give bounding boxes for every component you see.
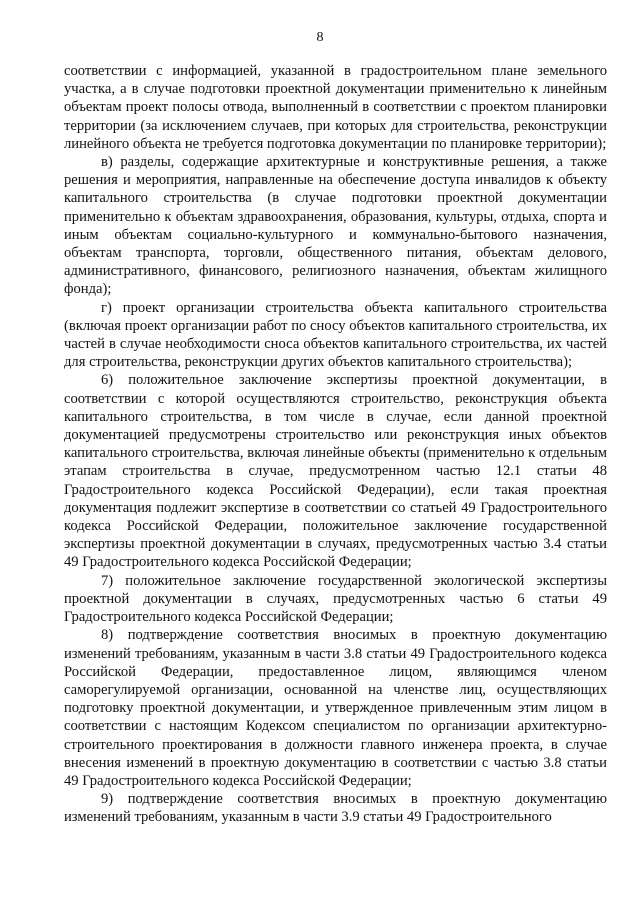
paragraph-item-g: г) проект организации строительства объекта капитального строительства (включая проект организации работ по сносу объектов капитального строительства, их частей в случае необходимости сноса объектов капитального строительства, их частей для строительства, реконструкции других объектов капитального строительства); [64,299,607,371]
paragraph-item-6: 6) положительное заключение экспертизы проектной документации, в соответствии с которой осуществляются строительство, реконструкция объекта капитального строительства, в том числе в случае, если данной проектной документацией предусмотрены строительство или реконструкция иных объектов капитального строительства, включая линейные объекты (применительно к отдельным этапам строительства в случае, предусмотренном частью 12.1 статьи 48 Градостроительного кодекса Российской Федерации), если такая проектная документация подлежит экспертизе в соответствии со статьей 49 Градостроительного кодекса Российской Федерации, положительное заключение государственной экспертизы проектной документации в случаях, предусмотренных частью 3.4 статьи 49 Градостроительного кодекса Российской Федерации; [64,372,607,571]
paragraph-item-9: 9) подтверждение соответствия вносимых в проектную документацию изменений требованиям, указанным в части 3.9 статьи 49 Градостроительного [64,791,607,826]
document-body [64,62,607,827]
paragraph-continuation: соответствии с информацией, указанной в градостроительном плане земельного участка, а в случае подготовки проектной документации применительно к линейным объектам проект полосы отвода, выполненный в соответствии с проектом планировки территории (за исключением случаев, при которых для строительства, реконструкции линейного объекта не требуется подготовка документации по планировке территории); [64,63,607,152]
paragraph-item-8: 8) подтверждение соответствия вносимых в проектную документацию изменений требованиям, указанным в части 3.8 статьи 49 Градостроительного кодекса Российской Федерации, предоставленное лицом, являющимся членом саморегулируемой организации, основанной на членстве лиц, осуществляющих подготовку проектной документации, и утвержденное привлеченным этим лицом в соответствии с настоящим Кодексом специалистом по организации архитектурно-строительного проектирования в должности главного инженера проекта, в случае внесения изменений в проектную документацию в соответствии с частью 3.8 статьи 49 Градостроительного кодекса Российской Федерации; [64,627,607,789]
page-number: 8 [316,30,324,45]
paragraph-item-v: в) разделы, содержащие архитектурные и конструктивные решения, а также решения и мероприятия, направленные на обеспечение доступа инвалидов к объекту капитального строительства (в случае подготовки проектной документации применительно к объектам здравоохранения, образования, культуры, отдыха, спорта и иным объектам социально-культурного и коммунально-бытового назначения, объектам транспорта, торговли, общественного питания, объектам делового, административного, финансового, религиозного назначения, объектам жилищного фонда); [64,154,607,298]
paragraph-item-7: 7) положительное заключение государственной экологической экспертизы проектной документации в случаях, предусмотренных частью 6 статьи 49 Градостроительного кодекса Российской Федерации; [64,572,607,626]
